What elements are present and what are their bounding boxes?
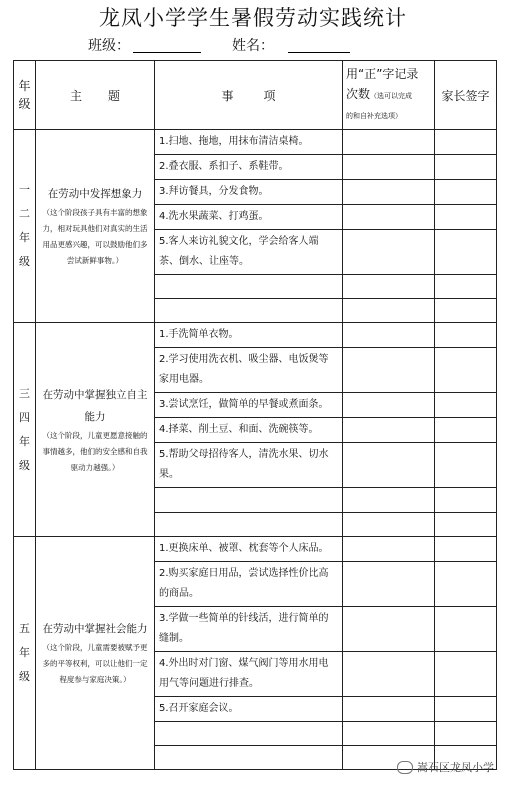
task-item <box>155 513 343 537</box>
name-field[interactable] <box>288 52 350 53</box>
task-item <box>155 299 343 323</box>
parent-sign-cell[interactable] <box>435 299 497 323</box>
count-cell[interactable] <box>343 348 435 393</box>
parent-sign-cell[interactable] <box>435 418 497 443</box>
count-cell[interactable] <box>343 275 435 299</box>
parent-sign-cell[interactable] <box>435 130 497 155</box>
grade-char: 四 <box>19 410 30 424</box>
grade-char: 年 <box>19 231 30 244</box>
count-cell[interactable] <box>343 697 435 722</box>
count-cell[interactable] <box>343 205 435 230</box>
theme-note: （这个阶段，儿童更愿意接触的事情越多，他们的安全感和自我驱动力越强。） <box>42 430 148 472</box>
header-row <box>14 61 497 130</box>
theme-note: （这个阶段孩子具有丰富的想象力，相对玩具他们对真实的生活用品更感兴趣，可以鼓励他们多尝试新鲜事物。） <box>42 208 148 265</box>
parent-sign-cell[interactable] <box>435 155 497 180</box>
parent-sign-cell[interactable] <box>435 722 497 746</box>
theme-main: 在劳动中发挥想象力 <box>47 188 143 200</box>
task-item: 2.叠衣服、系扣子、系鞋带。 <box>155 155 343 180</box>
task-item: 3.学做一些简单的针线活，进行简单的缝制。 <box>155 607 343 652</box>
count-cell[interactable] <box>343 488 435 513</box>
count-cell[interactable] <box>343 562 435 607</box>
class-field[interactable] <box>133 52 201 53</box>
parent-sign-cell[interactable] <box>435 205 497 230</box>
watermark-text: 嵩石区龙凤小学 <box>417 761 494 774</box>
task-item: 4.外出时对门窗、煤气阀门等用水用电用气等问题进行排查。 <box>155 652 343 697</box>
parent-sign-cell[interactable] <box>435 697 497 722</box>
parent-sign-cell[interactable] <box>435 443 497 488</box>
grade-char: 三 <box>19 386 30 400</box>
parent-sign-cell[interactable] <box>435 393 497 418</box>
task-item: 2.学习使用洗衣机、吸尘器、电饭煲等家用电器。 <box>155 348 343 393</box>
theme-main: 在劳动中掌握社会能力 <box>42 623 148 635</box>
header-item: 事项 <box>155 61 343 130</box>
task-item <box>155 275 343 299</box>
count-cell[interactable] <box>343 130 435 155</box>
task-item <box>155 722 343 746</box>
count-cell[interactable] <box>343 418 435 443</box>
theme-cell <box>36 323 155 537</box>
task-item: 2.购买家庭日用品，尝试选择性价比高的商品。 <box>155 562 343 607</box>
task-item: 4.洗水果蔬菜、打鸡蛋。 <box>155 205 343 230</box>
grade-char: 年 <box>19 646 30 659</box>
table-row <box>14 130 497 155</box>
task-item <box>155 746 343 770</box>
task-item: 5.客人来访礼貌文化，学会给客人端茶、倒水、让座等。 <box>155 230 343 275</box>
student-info <box>0 35 506 57</box>
parent-sign-cell[interactable] <box>435 488 497 513</box>
count-cell[interactable] <box>343 393 435 418</box>
watermark <box>397 759 494 775</box>
grade-char: 级 <box>19 458 30 472</box>
page-title: 龙凤小学学生暑假劳动实践统计 <box>99 6 407 30</box>
task-item: 1.扫地、拖地，用抹布清洁桌椅。 <box>155 130 343 155</box>
theme-cell <box>36 537 155 770</box>
parent-sign-cell[interactable] <box>435 513 497 537</box>
task-item: 1.手洗简单衣物。 <box>155 323 343 348</box>
theme-cell <box>36 130 155 323</box>
theme-note: （这个阶段，儿童需要被赋予更多的平等权利，可以让他们一定程度参与家庭决策。） <box>42 643 148 684</box>
theme-main: 在劳动中掌握独立自主能力 <box>42 388 148 423</box>
header-parent-sign: 家长签字 <box>435 61 497 130</box>
grade-char: 一 <box>19 183 30 196</box>
practice-table <box>13 60 497 770</box>
grade-char: 级 <box>19 670 30 683</box>
count-cell[interactable] <box>343 155 435 180</box>
parent-sign-cell[interactable] <box>435 230 497 275</box>
count-cell[interactable] <box>343 299 435 323</box>
grade-cell <box>14 130 36 323</box>
parent-sign-cell[interactable] <box>435 562 497 607</box>
parent-sign-cell[interactable] <box>435 348 497 393</box>
task-item: 5.召开家庭会议。 <box>155 697 343 722</box>
grade-cell <box>14 323 36 537</box>
task-item: 5.帮助父母招待客人，清洗水果、切水果。 <box>155 443 343 488</box>
task-item <box>155 488 343 513</box>
count-cell[interactable] <box>343 443 435 488</box>
count-cell[interactable] <box>343 513 435 537</box>
grade-char: 二 <box>19 207 30 220</box>
class-label: 班级： <box>88 38 130 54</box>
table-row <box>14 323 497 348</box>
header-count: 用“正”字记录 次数（选可以完成 的和自补充选项） <box>343 61 435 130</box>
parent-sign-cell[interactable] <box>435 180 497 205</box>
name-label: 姓名： <box>232 38 274 54</box>
task-item: 1.更换床单、被罩、枕套等个人床品。 <box>155 537 343 562</box>
count-cell[interactable] <box>343 607 435 652</box>
task-item: 4.择菜、削土豆、和面、洗碗筷等。 <box>155 418 343 443</box>
grade-cell <box>14 537 36 770</box>
parent-sign-cell[interactable] <box>435 652 497 697</box>
parent-sign-cell[interactable] <box>435 323 497 348</box>
header-theme: 主题 <box>36 61 155 130</box>
header-grade: 年 级 <box>14 61 36 130</box>
count-cell[interactable] <box>343 230 435 275</box>
grade-char: 年 <box>19 434 30 448</box>
parent-sign-cell[interactable] <box>435 607 497 652</box>
parent-sign-cell[interactable] <box>435 275 497 299</box>
table-row <box>14 537 497 562</box>
task-item: 3.尝试烹饪，做简单的早餐或煮面条。 <box>155 393 343 418</box>
task-item: 3.拜访餐具，分发食物。 <box>155 180 343 205</box>
count-cell[interactable] <box>343 722 435 746</box>
parent-sign-cell[interactable] <box>435 537 497 562</box>
count-cell[interactable] <box>343 537 435 562</box>
grade-char: 五 <box>19 622 30 635</box>
grade-char: 级 <box>19 255 30 268</box>
wechat-icon <box>397 761 413 774</box>
count-cell[interactable] <box>343 323 435 348</box>
count-cell[interactable] <box>343 180 435 205</box>
count-cell[interactable] <box>343 652 435 697</box>
